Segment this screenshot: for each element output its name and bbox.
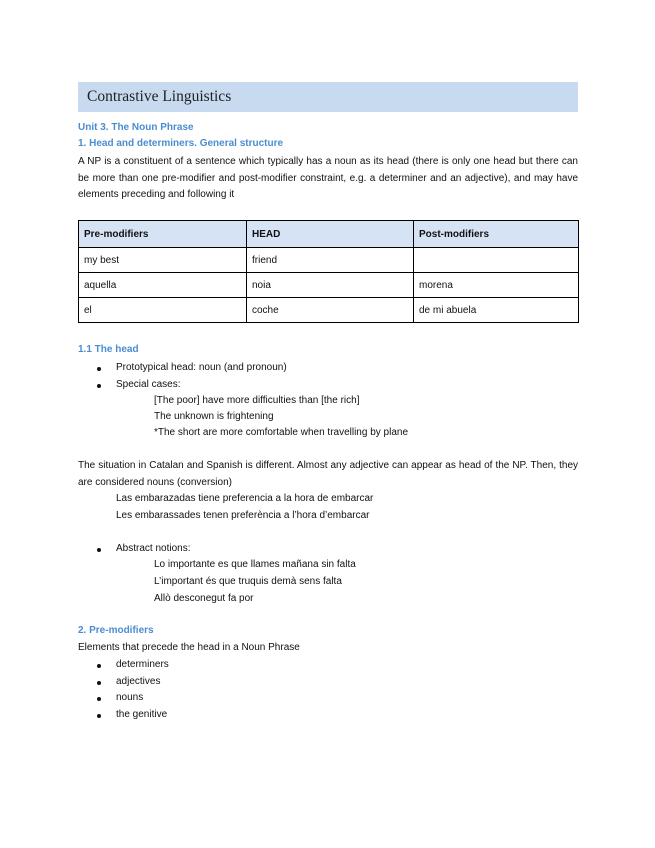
table-header-cell: HEAD xyxy=(247,221,414,248)
np-structure-table xyxy=(78,220,579,323)
example-line: The unknown is frightening xyxy=(154,411,274,422)
example-line: Les embarassades tenen preferència a l’hora d’embarcar xyxy=(116,510,370,521)
section1-heading: 1. Head and determiners. General structure xyxy=(78,138,284,149)
list-item: adjectives xyxy=(78,674,169,691)
title-banner xyxy=(78,82,578,112)
list-item: Abstract notions: xyxy=(78,541,190,558)
catalan-spanish-paragraph: The situation in Catalan and Spanish is different. Almost any adjective can appear as head of the NP. Then, they are considered nouns (conversion) xyxy=(78,460,578,488)
page-title: Contrastive Linguistics xyxy=(87,88,232,105)
table-cell: coche xyxy=(247,298,414,323)
table-cell: aquella xyxy=(79,273,247,298)
list-item: Special cases: xyxy=(78,377,287,394)
example-line: Lo importante es que llames mañana sin falta xyxy=(154,559,356,570)
table-header-cell: Pre-modifiers xyxy=(79,221,247,248)
example-line: L’important és que truquis demà sens falta xyxy=(154,576,342,587)
bullet-icon xyxy=(97,714,101,718)
table-cell: de mi abuela xyxy=(414,298,579,323)
premodifier-bullet-list xyxy=(78,657,169,723)
bullet-icon xyxy=(97,367,101,371)
table-cell: noia xyxy=(247,273,414,298)
list-item: determiners xyxy=(78,657,169,674)
example-line: Allò desconegut fa por xyxy=(154,593,254,604)
table-cell: el xyxy=(79,298,247,323)
example-line: *The short are more comfortable when travelling by plane xyxy=(154,427,409,438)
unit-heading: Unit 3. The Noun Phrase xyxy=(78,122,194,133)
section2-intro: Elements that precede the head in a Noun Phrase xyxy=(78,642,300,653)
table-cell xyxy=(414,248,579,273)
section2-heading: 2. Pre-modifiers xyxy=(78,625,154,636)
bullet-icon xyxy=(97,384,101,388)
bullet-icon xyxy=(97,697,101,701)
table-header-row xyxy=(79,221,579,248)
bullet-icon xyxy=(97,681,101,685)
section11-heading: 1.1 The head xyxy=(78,344,139,355)
bullet-icon xyxy=(97,664,101,668)
table-cell: friend xyxy=(247,248,414,273)
list-item: the genitive xyxy=(78,707,169,724)
table-row xyxy=(79,298,579,323)
table-header-cell: Post-modifiers xyxy=(414,221,579,248)
table-cell: my best xyxy=(79,248,247,273)
list-item: Prototypical head: noun (and pronoun) xyxy=(78,360,287,377)
abstract-bullet-list xyxy=(78,541,190,558)
example-line: [The poor] have more difficulties than [the rich] xyxy=(154,395,360,406)
table-row xyxy=(79,273,579,298)
table-cell: morena xyxy=(414,273,579,298)
head-bullet-list xyxy=(78,360,287,393)
bullet-icon xyxy=(97,548,101,552)
list-item: nouns xyxy=(78,690,169,707)
section1-paragraph: A NP is a constituent of a sentence which typically has a noun as its head (there is only one head but there can be more than one pre-modifier and post-modifier constraint, e.g. a determiner and an adjective), and may have elements preceding and following it xyxy=(78,156,578,200)
table-row xyxy=(79,248,579,273)
example-line: Las embarazadas tiene preferencia a la hora de embarcar xyxy=(116,493,374,504)
